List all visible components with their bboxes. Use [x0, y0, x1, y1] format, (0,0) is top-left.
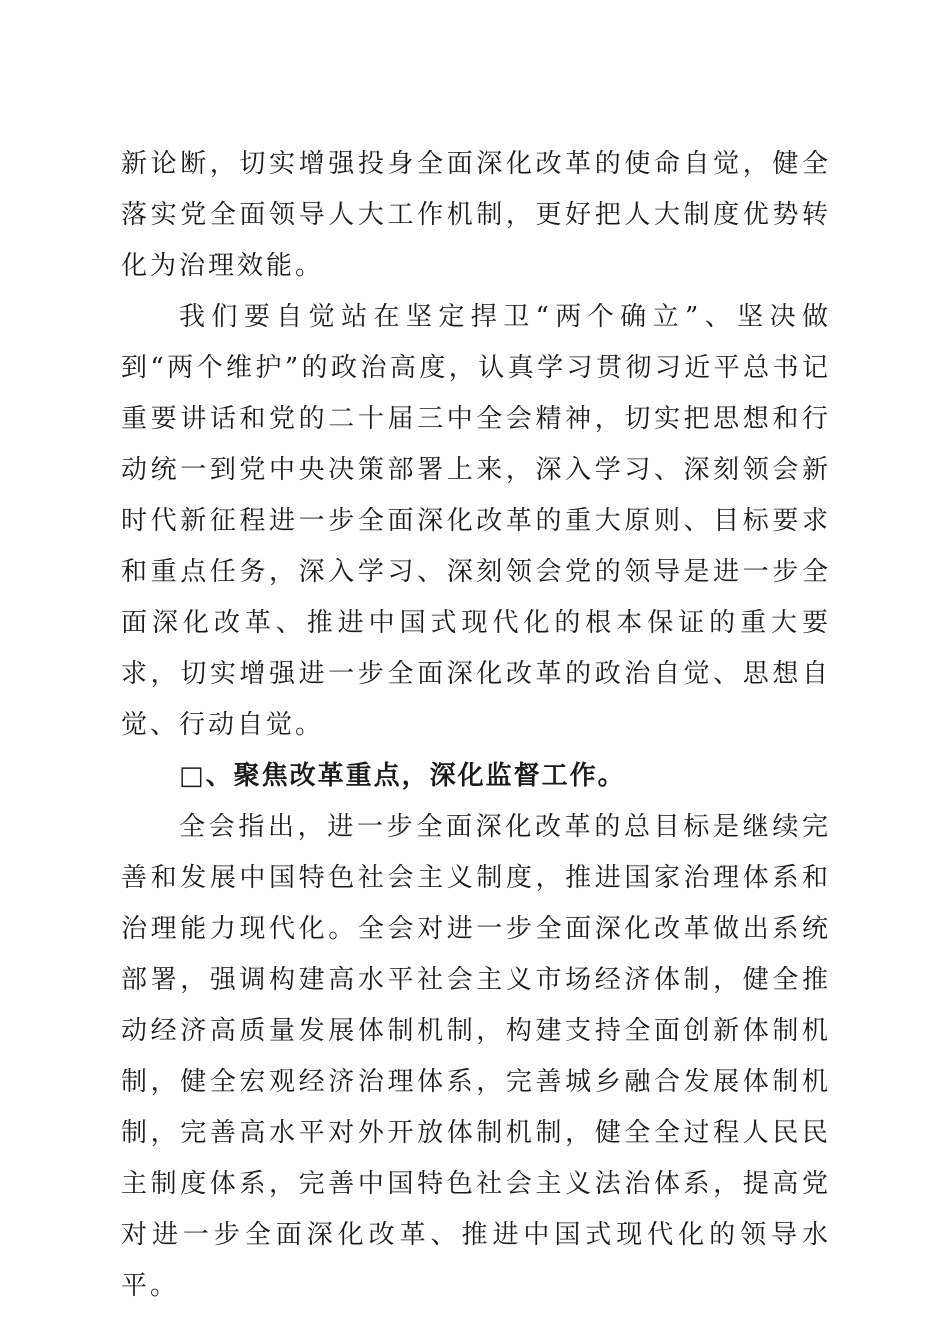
paragraph-political-stance: 我们要自觉站在坚定捍卫“两个确立”、坚决做到“两个维护”的政治高度，认真学习贯彻习近平总书记重要讲话和党的二十届三中全会精神，切实把思想和行动统一到党中央决策部署上来，深入学习、深刻领会新时代新征程进一步全面深化改革的重大原则、目标要求和重点任务，深入学习、深刻领会党的领导是进一步全面深化改革、推进中国式现代化的根本保证的重大要求，切实增强进一步全面深化改革的政治自觉、思想自觉、行动自觉。 [121, 302, 831, 740]
paragraph-continuation: 新论断，切实增强投身全面深化改革的使命自觉，健全落实党全面领导人大工作机制，更好把人大制度优势转化为治理效能。 [121, 149, 831, 281]
document-body [121, 139, 831, 1312]
paragraph-plenary-goals: 全会指出，进一步全面深化改革的总目标是继续完善和发展中国特色社会主义制度，推进国家治理体系和治理能力现代化。全会对进一步全面深化改革做出系统部署，强调构建高水平社会主义市场经济体制，健全推动经济高质量发展体制机制，构建支持全面创新体制机制，健全宏观经济治理体系，完善城乡融合发展体制机制，完善高水平对外开放体制机制，健全全过程人民民主制度体系，完善中国特色社会主义法治体系，提高党对进一步全面深化改革、推进中国式现代化的领导水平。 [121, 812, 831, 1301]
section-heading-reform-focus: □、聚焦改革重点，深化监督工作。 [179, 761, 626, 791]
